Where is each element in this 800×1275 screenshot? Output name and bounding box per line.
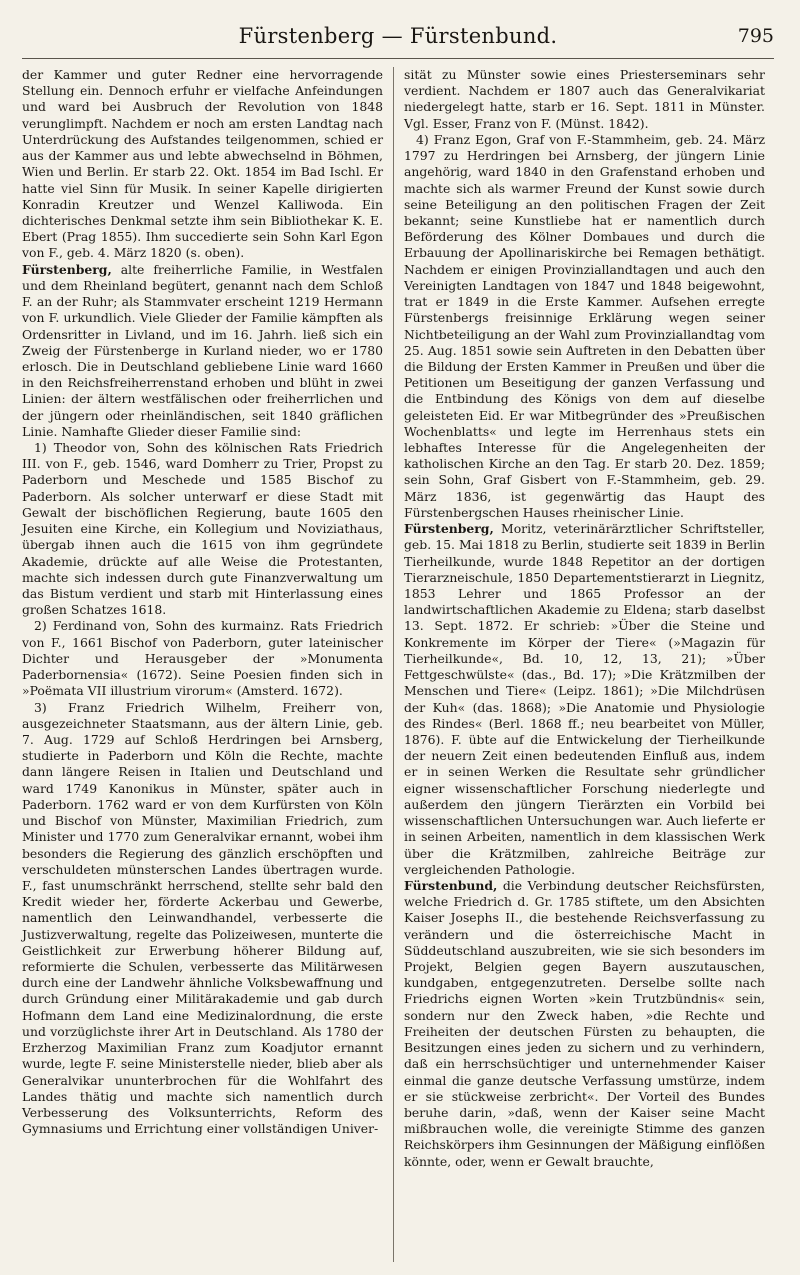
paragraph-text: 4) Franz Egon, Graf von F.-Stammheim, geb. 24. März 1797 zu Herdringen bei Arnsberg, der jüngern Linie angehörig, ward 1840 in den Grafenstand erhoben und machte sich als warmer Freund der Kunst sowie durch seine Beteiligung an den politischen Fragen der Zeit bekannt; seine Kunstliebe hat er namentlich durch Beförderung des Kölner Dombaues und durch die Erbauung der Apollinariskirche bei Remagen bethätigt. Nachdem er einigen Provinziallandtagen und auch den Vereinigten Landtagen von 1847 und 1848 beigewohnt, trat er 1849 in die Erste Kammer. Aufsehen erregte Fürstenbergs freisinnige Erklärung wegen seiner Nichtbeteiligung an der Wahl zum Provinziallandtag vom 25. Aug. 1851 sowie sein Auftreten in den Debatten über die Bildung der Ersten Kammer in Preußen und über die Petitionen um Beseitigung der ganzen Verfassung und die Entbindung des Königs von dem auf dieselbe geleisteten Eid. Er war Mitbegründer des »Preußischen Wochenblatts« und legte im Herrenhaus stets ein lebhaftes Interesse für die Angelegenheiten der katholischen Kirche an den Tag. Er starb 20. Dez. 1859; sein Sohn, Graf Gisbert von F.-Stammheim, geb. 29. März 1836, ist gegenwärtig das Haupt des Fürstenbergschen Hauses rheinischer Linie.: [404, 131, 765, 520]
paragraph-text: alte freiherrliche Familie, in Westfalen und dem Rheinland begütert, genannt nach dem Schloß F. an der Ruhr; als Stammvater erscheint 1219 Hermann von F. urkundlich. Viele Glieder der Familie kämpften als Ordensritter in Livland, und im 16. Jahrh. ließ sich ein Zweig der Fürstenberge in Kurland nieder, wo er 1780 erlosch. Die in Deutschland gebliebene Linie ward 1660 in den Reichsfreiherrenstand erhoben und blüht in zwei Linien: der ältern westfälischen oder freiherrlichen und der jüngern oder rheinländischen, seit 1840 gräflichen Linie. Namhafte Glieder dieser Familie sind:: [22, 261, 383, 439]
entry-headword: Fürstenberg,: [22, 261, 112, 277]
paragraph: [404, 132, 765, 521]
paragraph: [22, 618, 383, 699]
right-column: [404, 67, 765, 1170]
paragraph-text: Moritz, veterinärärztlicher Schriftsteller, geb. 15. Mai 1818 zu Berlin, studierte seit 1839 in Berlin Tierheilkunde, wurde 1848 Repetitor an der dortigen Tierarzneischule, 1850 Departementstierarzt in Liegnitz, 1853 Lehrer und 1865 Professor an der landwirtschaftlichen Akademie zu Eldena; starb daselbst 13. Sept. 1872. Er schrieb: »Über die Steine und Konkremente im Körper der Tiere« (»Magazin für Tierheilkunde«, Bd. 10, 12, 13, 21); »Über Fettgeschwülste« (das., Bd. 17); »Die Krätzmilben der Menschen und Tiere« (Leipz. 1861); »Die Milchdrüsen der Kuh« (das. 1868); »Die Anatomie und Physiologie des Rindes« (Berl. 1868 ff.; neu bearbeitet von Müller, 1876). F. übte auf die Entwickelung der Tierheilkunde der neuern Zeit einen bedeutenden Einfluß aus, indem er in seinen Werken die Resultate sehr gründlicher eigner wissenschaftlicher Forschung niederlegte und außerdem den jüngern Tierärzten ein Vorbild bei wissenschaftlichen Untersuchungen war. Auch lieferte er in seinen Arbeiten, namentlich in dem klassischen Werk über die Krätzmilben, zahlreiche Beiträge zur vergleichenden Pathologie.: [404, 521, 765, 877]
paragraph-text: die Verbindung deutscher Reichsfürsten, welche Friedrich d. Gr. 1785 stiftete, um den Absichten Kaiser Josephs II., die bestehende Reichsverfassung zu verändern und die österreichische Macht in Süddeutschland auszubreiten, wie sie sich besonders im Projekt, Belgien gegen Bayern auszutauschen, kundgaben, entgegenzutreten. Derselbe sollte nach Friedrichs eignen Worten »kein Trutzbündnis« sein, sondern nur den Zweck haben, »die Rechte und Freiheiten der deutschen Fürsten zu behaupten, die Besitzungen eines jeden zu sichern und zu verhindern, daß ein herrschsüchtiger und unternehmender Kaiser einmal die ganze deutsche Verfassung umstürze, indem er sie stückweise zerbricht«. Der Vorteil des Bundes beruhe darin, »daß, wenn der Kaiser seine Macht mißbrauchen wolle, die vereinigte Stimme des ganzen Reichskörpers ihm Gesinnungen der Mäßigung einflößen könnte, oder, wenn er Gewalt brauchte,: [404, 877, 765, 1169]
entry-headword: Fürstenbund,: [404, 877, 498, 893]
paragraph: [404, 67, 765, 132]
dictionary-entry: [404, 521, 765, 878]
header-title: Fürstenberg — Fürstenbund.: [238, 24, 558, 48]
paragraph: [22, 440, 383, 618]
paragraph: [22, 700, 383, 1138]
running-header: [22, 22, 774, 59]
dictionary-entry: [22, 262, 383, 440]
text-columns: [22, 67, 774, 1262]
entry-headword: Fürstenberg,: [404, 521, 494, 537]
paragraph-text: der Kammer und guter Redner eine hervorragende Stellung ein. Dennoch erfuhr er vielfache Anfeindungen und ward bei Ausbruch der Revolution von 1848 verunglimpft. Nachdem er noch am ersten Landtag nach Unterdrückung des Aufstandes teilgenommen, schied er aus der Kammer aus und lebte abwechselnd in Böhmen, Wien und Berlin. Er starb 22. Okt. 1854 im Bad Ischl. Er hatte viel Sinn für Musik. In seiner Kapelle dirigierten Konradin Kreutzer und Wenzel Kalliwoda. Ein dichterisches Denkmal setzte ihm sein Bibliothekar K. E. Ebert (Prag 1855). Ihm succedierte sein Sohn Karl Egon von F., geb. 4. März 1820 (s. oben).: [22, 67, 383, 261]
dictionary-page: [22, 22, 774, 1262]
paragraph-text: 3) Franz Friedrich Wilhelm, Freiherr von, ausgezeichneter Staatsmann, aus der ältern Linie, geb. 7. Aug. 1729 auf Schloß Herdringen bei Arnsberg, studierte in Paderborn und Köln die Rechte, machte dann längere Reisen in Italien und Deutschland und ward 1749 Kanonikus in Münster, später auch in Paderborn. 1762 ward er von dem Kurfürsten von Köln und Bischof von Münster, Maximilian Friedrich, zum Minister und 1770 zum Generalvikar ernannt, wobei ihm besonders die Regierung des gänzlich erschöpften und verschuldeten münsterschen Landes übertragen wurde. F., fast unumschränkt herrschend, stellte sehr bald den Kredit wieder her, förderte Ackerbau und Gewerbe, namentlich den Leinwandhandel, verbesserte die Justizverwaltung, regelte das Polizeiwesen, munterte die Geistlichkeit zur Erwerbung höherer Bildung auf, reformierte die Schulen, verbesserte das Militärwesen durch eine der Landwehr ähnliche Volksbewaffnung und durch Gründung einer Militärakademie und gab durch Hofmann dem Land eine Medizinalordnung, die erste und vorzüglichste ihrer Art in Deutschland. Als 1780 der Erzherzog Maximilian Franz zum Koadjutor ernannt wurde, legte F. seine Ministerstelle nieder, blieb aber als Generalvikar ununterbrochen für die Wohlfahrt des Landes thätig und machte sich namentlich durch Verbesserung des Volksunterrichts, Reform des Gymnasiums und Errichtung einer vollständigen Univer-: [22, 699, 383, 1137]
paragraph-text: 1) Theodor von, Sohn des kölnischen Rats Friedrich III. von F., geb. 1546, ward Domherr zu Trier, Propst zu Paderborn und Meschede und 1585 Bischof zu Paderborn. Als solcher unterwarf er diese Stadt mit Gewalt der bischöflichen Regierung, baute 1605 den Jesuiten eine Kirche, ein Kollegium und Noviziathaus, übergab ihnen auch die 1615 von ihm gegründete Akademie, drückte auf alle Weise die Protestanten, machte sich indessen durch gute Finanzverwaltung um das Bistum verdient und starb mit Hinterlassung eines großen Schatzes 1618.: [22, 440, 383, 618]
column-divider: [393, 67, 394, 1262]
left-column: [22, 67, 383, 1137]
paragraph-text: sität zu Münster sowie eines Priesterseminars sehr verdient. Nachdem er 1807 auch das Generalvikariat niedergelegt hatte, starb er 16. Sept. 1811 in Münster. Vgl. Esser, Franz von F. (Münst. 1842).: [404, 67, 765, 131]
page-number: 795: [737, 25, 774, 47]
paragraph-text: 2) Ferdinand von, Sohn des kurmainz. Rats Friedrich von F., 1661 Bischof von Paderborn, guter lateinischer Dichter und Herausgeber der »Monumenta Paderbornensia« (1672). Seine Poesien finden sich in »Poëmata VII illustrium virorum« (Amsterd. 1672).: [22, 618, 383, 699]
dictionary-entry: [404, 878, 765, 1170]
paragraph: [22, 67, 383, 262]
